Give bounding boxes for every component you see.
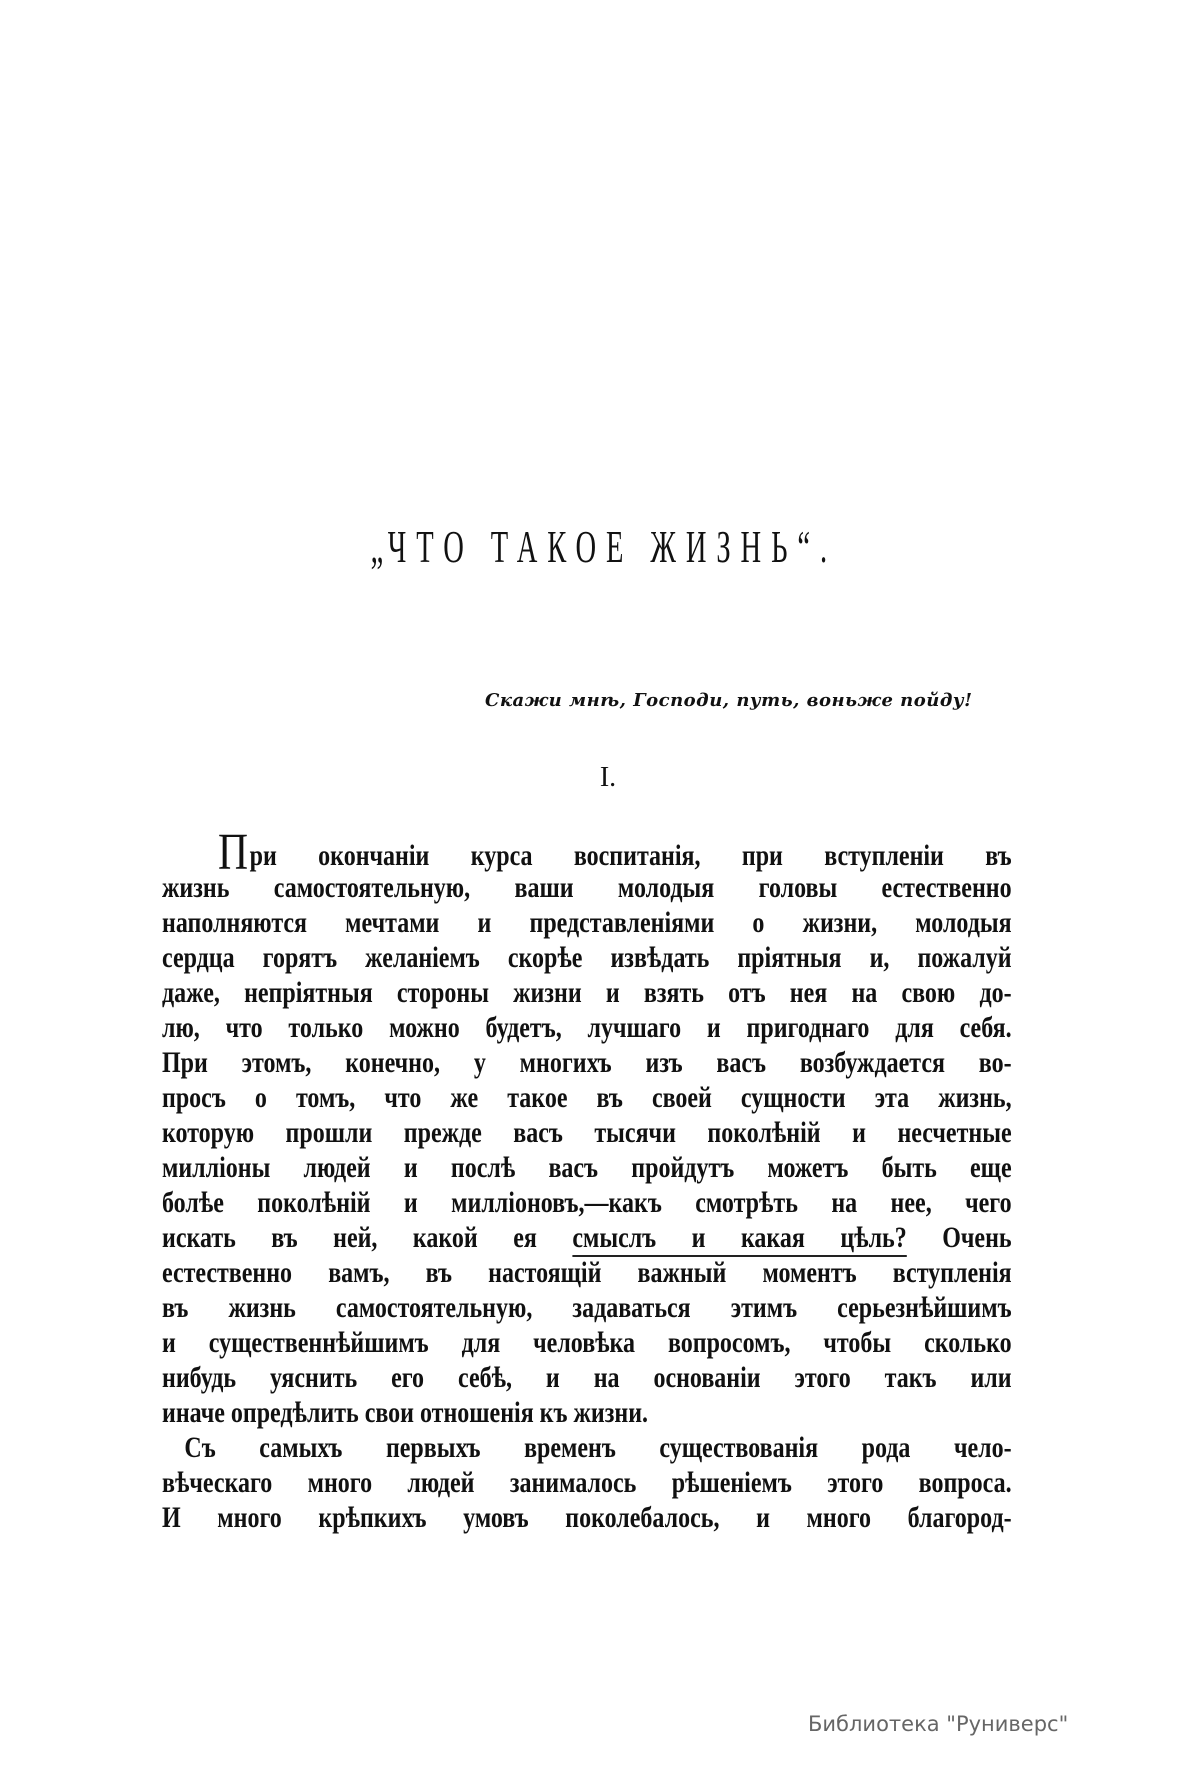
line-text: искать въ ней, какой ея — [162, 1221, 573, 1254]
body-text — [162, 824, 1012, 1535]
paragraph-line: нибудь уяснить его себѣ, и на основаніи этого такъ или — [162, 1361, 1012, 1394]
underlined-phrase: смыслъ и какая цѣль? — [572, 1221, 906, 1257]
paragraph-line: естественно вамъ, въ настоящій важный моментъ вступленія — [162, 1256, 1012, 1289]
line-text: Очень — [906, 1221, 1012, 1254]
paragraph-line: сердца горятъ желаніемъ скорѣе извѣдать пріятныя и, пожалуй — [162, 941, 1012, 974]
paragraph-line: наполняются мечтами и представленіями о жизни, молодыя — [162, 906, 1012, 939]
drop-cap: П — [218, 824, 249, 881]
paragraph-line — [162, 824, 1012, 881]
chapter-title: „ЧТО ТАКОЕ ЖИЗНЬ“. — [370, 521, 838, 572]
paragraph-line — [162, 1220, 1012, 1255]
paragraph-line: вѣческаго много людей занималось рѣшеніемъ этого вопроса. — [162, 1466, 1012, 1499]
paragraph-line: При этомъ, конечно, у многихъ изъ васъ возбуждается во- — [162, 1046, 1012, 1079]
paragraph-line: лю, что только можно будетъ, лучшаго и пригоднаго для себя. — [162, 1011, 1012, 1044]
paragraph-line: иначе опредѣлить свои отношенія къ жизни. — [162, 1396, 649, 1429]
epigraph: Скажи мнѣ, Господи, путь, воньже пойду! — [485, 690, 973, 711]
paragraph-line: Съ самыхъ первыхъ временъ существованія рода чело- — [184, 1431, 1012, 1464]
paragraph-line: просъ о томъ, что же такое въ своей сущности эта жизнь, — [162, 1081, 1012, 1114]
section-number: I. — [599, 762, 617, 793]
line-text: ри окончаніи курса воспитанія, при вступленіи въ — [249, 839, 1012, 872]
paragraph-line: болѣе поколѣній и милліоновъ,—какъ смотрѣть на нее, чего — [162, 1186, 1012, 1219]
paragraph-line: и существеннѣйшимъ для человѣка вопросомъ, чтобы сколько — [162, 1326, 1012, 1359]
library-watermark: Библиотека "Руниверс" — [808, 1712, 1069, 1736]
paragraph-line: даже, непріятныя стороны жизни и взять отъ нея на свою до- — [162, 976, 1012, 1009]
paragraph-line: въ жизнь самостоятельную, задаваться этимъ серьезнѣйшимъ — [162, 1291, 1012, 1324]
paragraph-line: которую прошли прежде васъ тысячи поколѣній и несчетные — [162, 1116, 1012, 1149]
paragraph-line: жизнь самостоятельную, ваши молодыя головы естественно — [162, 871, 1012, 904]
paragraph-line: И много крѣпкихъ умовъ поколебалось, и много благород- — [162, 1501, 1012, 1534]
paragraph-line: милліоны людей и послѣ васъ пройдутъ можетъ быть еще — [162, 1151, 1012, 1184]
